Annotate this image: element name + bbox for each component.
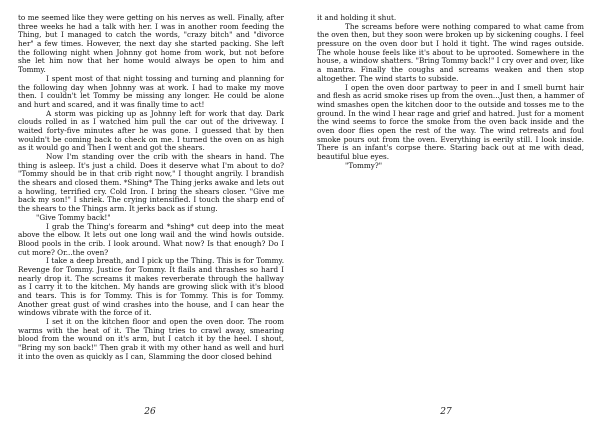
paragraph: it and holding it shut. [317, 13, 397, 22]
paragraph: The screams before were nothing compared to what came from the oven then, but they soon were broken up by sickening coughs. I feel pressure on the oven door but I hold it tight. The wind rages outside. The whole house feels like it's about to be uprooted. Somewhere in the house, a window shatters. "Bring Tommy back!" I cry over and over, like a mantra. Finally the coughs and screams weaken and then stop altogether. The wind starts to subside. [317, 21, 584, 83]
paragraph: to me seemed like they were getting on his nerves as well. Finally, after three weeks he had a talk with her. I was in another room feeding the Thing, but I managed to catch the words, "crazy bitch" and "divorce her" a few times. However, the next day she started packing. She left the following night when Johnny got home from work, but not before she let him now that her home would always be open to him and Tommy. [18, 13, 284, 75]
right-page [300, 0, 600, 424]
page-number: 27 [440, 407, 452, 417]
paragraph: "Tommy?" [345, 160, 383, 170]
paragraph: A storm was picking up as Johnny left for work that day. Dark clouds rolled in as I watched him pull the car out of the driveway. I waited forty-five minutes after he was gone. I guessed that by then wouldn't be coming back to check on me. I turned the oven on as high as it would go and Then I went and got the shears. [18, 108, 284, 153]
left-page-text [18, 14, 284, 362]
paragraph: "Give Tommy back!" [36, 212, 111, 222]
paragraph: I set it on the kitchen floor and open the oven door. The room warms with the heat of it. The Thing tries to crawl away, smearing blood from the wound on it's arm, but I catch it by the heel. I shout, "Bring my son back!" Then grab it with my other hand as well and hurl it into the oven as quickly as I can, Slamming the door closed behind [18, 317, 284, 361]
paragraph: I open the oven door partway to peer in and I smell burnt hair and flesh as acrid smoke rises up from the oven...Just then, a hammer of wind smashes open the kitchen door to the outside and tosses me to the ground. In the wind I hear rage and grief and hatred. Just for a moment the wind seems to force the smoke from the oven back inside and the oven door flies open the rest of the way. The wind retreats and foul smoke pours out from the oven. Everything is eerily still. I look inside. There is an infant's corpse there. Staring back out at me with dead, beautiful blue eyes. [317, 82, 584, 161]
paragraph: I grab the Thing's forearm and *shing* cut deep into the meat above the elbow. It lets out one long wail and the wind howls outside. Blood pools in the crib. I look around. What now? Is that enough? Do I cut more? Or...the oven? [18, 221, 284, 257]
paragraph: Now I'm standing over the crib with the shears in hand. The thing is asleep. It's just a child. Does it deserve what I'm about to do? "Tommy should be in that crib right now," I thought angrily. I brandish the shears and closed them. *Shing* The Thing jerks awake and lets out a howling, terrified cry. Cold Iron. I bring the shears closer. "Give me back my son!" I shriek. The crying intensified. I touch the sharp end of the shears to the Things arm. It jerks back as if stung. [18, 152, 284, 214]
paragraph: I take a deep breath, and I pick up the Thing. This is for Tommy. Revenge for Tommy. Justice for Tommy. It flails and thrashes so hard I nearly drop it. The screams it makes reverberate through the hallway as I carry it to the kitchen. My hands are growing slick with it's blood and tears. This is for Tommy. This is for Tommy. This is for Tommy. Another great gust of wind crashes into the house, and I can hear the windows vibrate with the force of it. [18, 256, 284, 318]
paragraph: I spent most of that night tossing and turning and planning for the following day when Johnny was at work. I had to make my move then. I couldn't let Tommy be missing any longer. He could be alone and hurt and scared, and it was finally time to act! [18, 73, 284, 109]
right-page-text [317, 14, 584, 170]
page-number: 26 [144, 407, 156, 417]
